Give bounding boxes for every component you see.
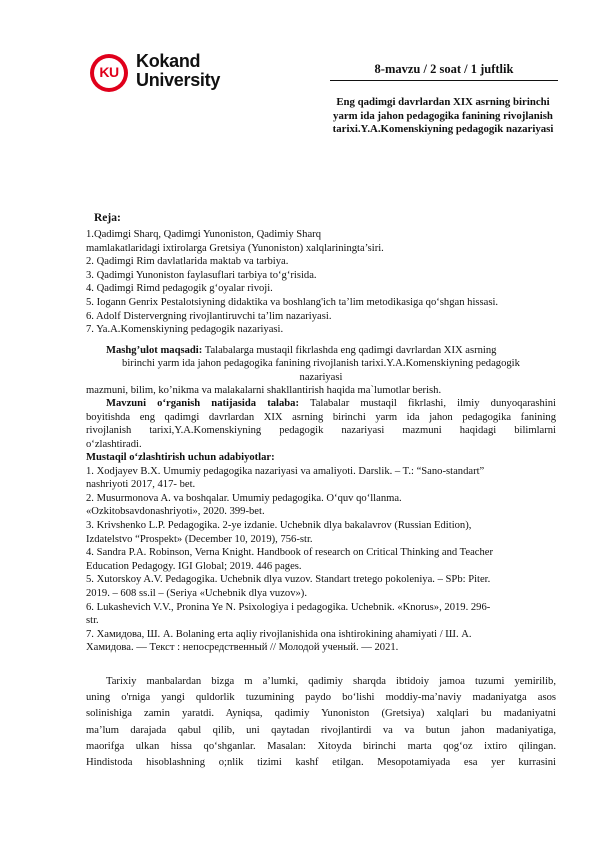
outcome-label: Mavzuni o‘rganish natijasida talaba:	[106, 398, 299, 409]
plan-item: 7. Ya.A.Komenskiyning pedagogik nazariyasi.	[86, 324, 284, 336]
plan-list	[86, 228, 556, 337]
plan-item: 6. Adolf Distervergning rivojlantiruvchi ta’lim nazariyasi.	[86, 310, 332, 322]
paragraph-line: maorifga ulkan hissa qo‘shganlar. Masalan: Xitoyda birinchi marta qog‘oz ixtiro qilingan.	[86, 740, 556, 752]
plan-item: 3. Qadimgi Yunoniston faylasuflari tarbiya to‘g‘risida.	[86, 269, 317, 281]
plan-item: 1.Qadimgi Sharq, Qadimgi Yunoniston, Qadimiy Sharq	[86, 229, 322, 240]
body-paragraph	[86, 674, 556, 771]
plan-heading: Reja:	[94, 212, 121, 224]
literature-line: 3. Krivshenko L.P. Pedagogika. 2-ye izdanie. Uchebnik dlya bakalavrov (Russian Edition),	[86, 519, 472, 531]
lesson-goal: Mashg’ulot maqsadi: Talabalarga mustaqil fikrlashda eng qadimgi davrlardan XIX asrning birinchi yarm ida jahon pedagogika fanining rivojlanish tarixi.Y.A.Komenskiyning pedagogik nazariyasi mazmuni, bilim, ko’nikma va malakalarni shakllantirish haqida ma`lumotlar berish.	[86, 345, 520, 397]
logo-wordmark: Kokand University	[136, 51, 221, 90]
goal-label: Mashg’ulot maqsadi:	[106, 345, 203, 356]
plan-item: 4. Qadimgi Rimd pedagogik g‘oyalar rivoji.	[86, 283, 273, 295]
paragraph-line: Tarixiy manbalardan bizga m a’lumki, qadimiy sharqda ibtidoiy jamoa tuzumi yemirilib,	[106, 676, 556, 687]
lesson-title: Eng qadimgi davrlardan XIX asrning birinchi yarm ida jahon pedagogika fanining rivojlanish tarixi.Y.A.Komenskiyning pedagogik nazariyasi	[332, 96, 554, 136]
topic-heading: 8-mavzu / 2 soat / 1 juftlik	[374, 62, 514, 76]
plan-item: 2. Qadimgi Rim davlatlarida maktab va tarbiya.	[86, 256, 289, 268]
literature-line: Хамидова. — Текст : непосредственный // Молодой ученый. — 2021.	[86, 642, 399, 654]
paragraph-line: ma’lum darajada qabul qilib, uni qaytadan rivojlantirdi va va butun jahon madaniyatiga,	[86, 724, 556, 736]
literature-line: Izdatelstvo “Prospekt» (December 10, 2019), 756-str.	[86, 533, 313, 545]
plan-item: mamlakatlaridagi ixtirolarga Gretsiya (Yunoniston) xalqlariningta’siri.	[86, 242, 384, 254]
literature-line: 2. Musurmonova A. va boshqalar. Umumiy pedagogika. O‘quv qo‘llanma.	[86, 492, 402, 504]
university-logo	[90, 50, 250, 100]
literature-line: 6. Lukashevich V.V., Pronina Ye N. Psixologiya i pedagogika. Uchebnik. «Knorus», 2019. 296-	[86, 601, 491, 613]
literature-line: nashriyoti 2017, 417- bet.	[86, 479, 196, 491]
literature-line: 5. Xutorskoy A.V. Pedagogika. Uchebnik dlya vuzov. Standart tretego pokoleniya. – SPb: Piter.	[86, 574, 491, 586]
topic-underline	[330, 80, 558, 81]
ku-logo-icon: KU	[90, 54, 128, 92]
literature-line: 2019. – 608 ss.il – (Seriya «Uchebnik dlya vuzov»).	[86, 587, 307, 599]
plan-item: 5. Iogann Genrix Pestalotsiyning didaktika va boshlang'ich ta’lim metodikasiga qo‘shgan hissasi.	[86, 296, 499, 308]
learning-outcome: Mavzuni o‘rganish natijasida talaba: Talabalar mustaqil fikrlashi, ilmiy dunyoqarashini boyitishda eng qadimgi davrlardan XIX asrning birinchi yarm ida jahon pedagogika fanining rivojlanish tarixi,Y.A.Komenskiyning pedagogik nazariyasi mazmuni haqidagi bilimlarni o‘zlashtiradi.	[86, 398, 556, 450]
paragraph-line: Hindistoda hisoblashning o;nlik tizimi kashf etilgan. Mesopotamiyada esa yer kurrasini	[86, 757, 556, 769]
literature-line: «Ozkitobsavdonashriyoti», 2020. 399-bet.	[86, 506, 265, 518]
literature-line: 4. Sandra P.A. Robinson, Verna Knight. Handbook of research on Critical Thinking and Teacher	[86, 547, 494, 559]
literature-list	[86, 451, 556, 655]
literature-line: 1. Xodjayev B.X. Umumiy pedagogika nazariyasi va amaliyoti. Darslik. – T.: “Sano-standart”	[86, 465, 485, 477]
literature-line: Education Pedagogy. IGI Global; 2019. 446 pages.	[86, 560, 302, 572]
literature-heading: Mustaqil o‘zlashtirish uchun adabiyotlar:	[86, 452, 275, 463]
literature-line: str.	[86, 615, 99, 627]
paragraph-line: solinishiga zamin yaratdi. Ayniqsa, qadimiy Yunoniston (Gretsiya) xalqlari bu madaniyatni	[86, 708, 556, 720]
paragraph-line: uning o'rniga yangi quldorlik tuzumining paydo bo‘lishi moddiy-ma’naviy madaniyatga asos	[86, 692, 556, 704]
literature-line: 7. Хамидова, Ш. А. Bolaning erta aqliy rivojlanishida ona ishtirokining ahamiyati / Ш. А.	[86, 628, 472, 640]
